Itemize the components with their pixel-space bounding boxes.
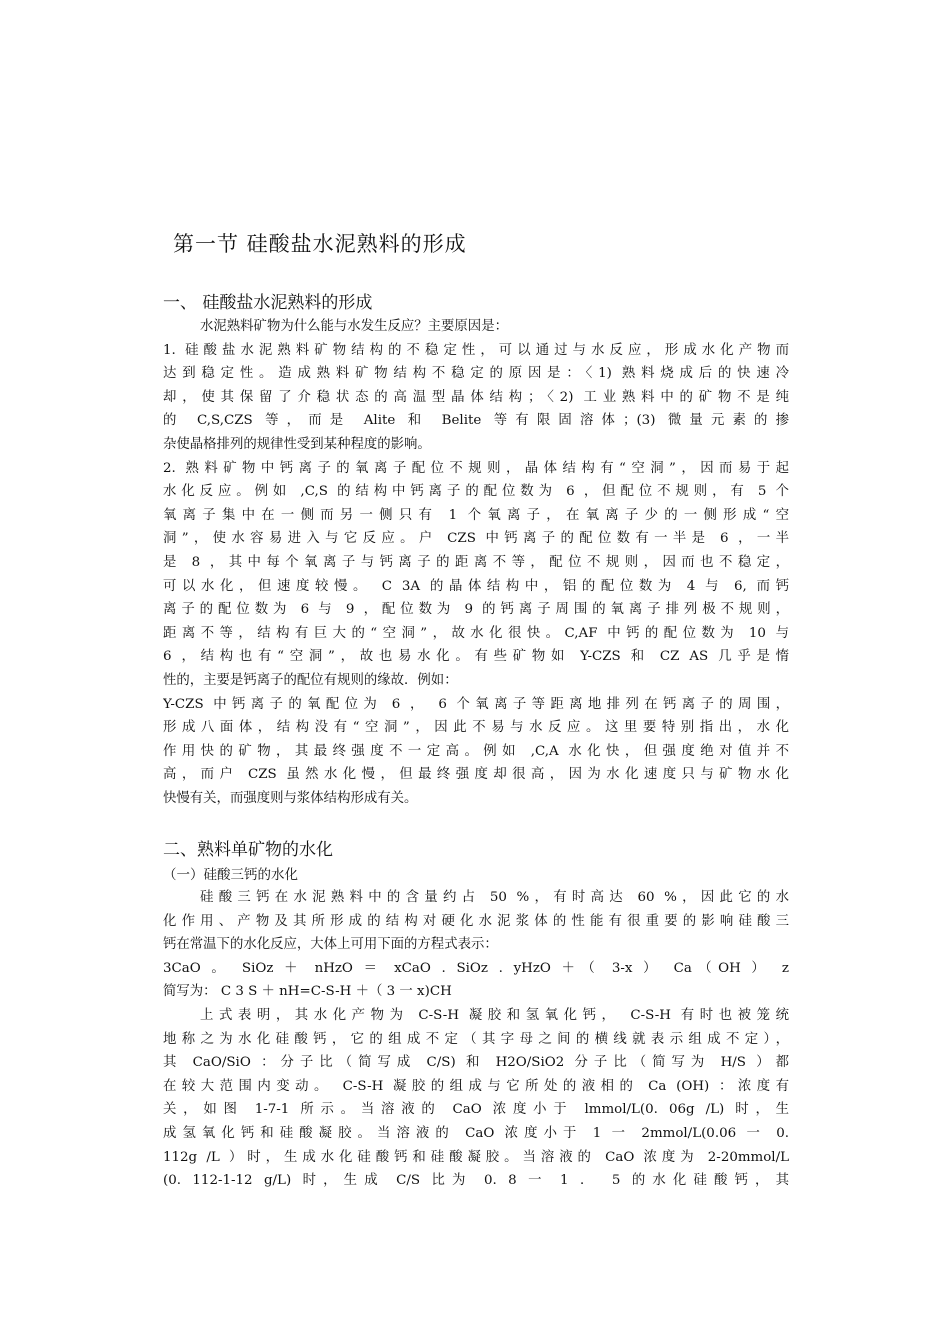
- equation-line: 3CaO 。 SiOz ＋ nHzO ＝ xCaO . SiOz . yHzO ＋（ 3-x ） Ca（OH ） z: [163, 960, 789, 976]
- text-line: 关，如图 1-7-1 所示。当溶液的 CaO 浓度小于 lmmol/L(0. 06g /L) 时，生: [163, 1102, 789, 1118]
- section-title: 第一节 硅酸盐水泥熟料的形成: [173, 232, 467, 256]
- text-line: 水化反应。例如 ,C,S 的结构中钙离子的配位数为 6 ，但配位不规则，有 5 个: [163, 484, 789, 500]
- text-line: 其 CaO/SiO ：分子比（简写成 C/S) 和 H2O/SiO2 分子比（简写为 H/S ）都: [163, 1055, 789, 1071]
- text-line: 可以水化，但速度较慢。 C 3A 的晶体结构中，铝的配位数为 4 与 6, 而钙: [163, 578, 789, 594]
- text-line: 达到稳定性。造成熟料矿物结构不稳定的原因是：〈1) 熟料烧成后的快速冷: [163, 366, 789, 382]
- text-line: 性的，主要是钙离子的配位有规则的缘故．例如：: [163, 672, 458, 688]
- text-line: 距离不等，结构有巨大的“空洞”，故水化很快。C,AF 中钙的配位数为 10 与: [163, 625, 789, 641]
- text-line: 地称之为水化硅酸钙，它的组成不定（其字母之间的横线就表示组成不定），: [163, 1031, 789, 1047]
- text-line: 112g /L ）时，生成水化硅酸钙和硅酸凝胶。当溶液的 CaO 浓度为 2-20mmol/L: [163, 1149, 789, 1165]
- text-line: Y-CZS 中钙离子的氧配位为 6 ， 6 个氧离子等距离地排列在钙离子的周围，: [163, 696, 789, 712]
- text-line: 上式表明，其水化产物为 C-S-H 凝胶和氢氧化钙， C-S-H 有时也被笼统: [200, 1007, 789, 1023]
- text-line: 离子的配位数为 6 与 9 ，配位数为 9 的钙离子周围的氧离子排列极不规则，: [163, 602, 789, 618]
- paragraph-block-2: [163, 886, 789, 1193]
- text-line: 杂使晶格排列的规律性受到某种程度的影响。: [163, 436, 431, 452]
- text-line: (0. 112-1-12 g/L) 时，生成 C/S 比为 0. 8 一 1 ． 5 的水化硅酸钙，其: [163, 1173, 789, 1189]
- text-line: 硅酸三钙在水泥熟料中的含量约占 50 %，有时高达 60 %，因此它的水: [200, 890, 789, 905]
- text-line: 水泥熟料矿物为什么能与水发生反应？主要原因是：: [200, 319, 508, 334]
- paragraph-block-1: [163, 315, 789, 810]
- text-line: 形成八面体，结构没有“空洞”，因此不易与水反应。这里要特别指出，水化: [163, 720, 789, 736]
- text-line: 快慢有关，而强度则与浆体结构形成有关。: [163, 790, 418, 806]
- text-line: 高，而户 CZS 虽然水化慢，但最终强度却很高，因为水化速度只与矿物水化: [163, 767, 789, 783]
- text-line: 1. 硅酸盐水泥熟料矿物结构的不稳定性，可以通过与水反应，形成水化产物而: [163, 342, 789, 358]
- text-line: 氧离子集中在一侧而另一侧只有 1 个氧离子，在氧离子少的一侧形成“空: [163, 507, 789, 523]
- heading-2: 二、熟料单矿物的水化: [163, 840, 333, 860]
- text-line: 的 C,S,CZS 等，而是 Alite 和 Belite 等有限固溶体；(3) 微量元素的掺: [163, 413, 789, 429]
- text-line: 成氢氧化钙和硅酸凝胶。当溶液的 CaO 浓度小于 1 一 2mmol/L(0.06 一 0.: [163, 1125, 789, 1141]
- text-line: 6 ，结构也有“空洞”，故也易水化。有些矿物如 Y-CZS 和 CZ AS 几乎是惰: [163, 649, 789, 665]
- text-line: 2. 熟料矿物中钙离子的氧离子配位不规则，晶体结构有“空洞”，因而易于起: [163, 460, 789, 476]
- heading-1: 一、 硅酸盐水泥熟料的形成: [163, 293, 373, 313]
- heading-3: （一）硅酸三钙的水化: [163, 867, 298, 883]
- text-line: 化作用、产物及其所形成的结构对硬化水泥浆体的性能有很重要的影响硅酸三: [163, 913, 789, 929]
- text-line: 洞”，使水容易进入与它反应。户 CZS 中钙离子的配位数有一半是 6 ，一半: [163, 531, 789, 547]
- text-line: 却，使其保留了介稳状态的高温型晶体结构；〈2) 工业熟料中的矿物不是纯: [163, 389, 789, 405]
- text-line: 钙在常温下的水化反应，大体上可用下面的方程式表示：: [163, 937, 498, 953]
- text-line: 作用快的矿物，其最终强度不一定高。例如 ,C,A 水化快，但强度绝对值并不: [163, 743, 789, 759]
- text-line: 是 8 ，其中每个氧离子与钙离子的距离不等，配位不规则，因而也不稳定，: [163, 554, 789, 570]
- equation-short: 简写为： C 3 S ＋ nH=C-S-H ＋（ 3 一 x)CH: [163, 984, 452, 1000]
- text-line: 在较大范围内变动。 C-S-H 凝胶的组成与它所处的液相的 Ca (OH) ：浓度有: [163, 1078, 789, 1094]
